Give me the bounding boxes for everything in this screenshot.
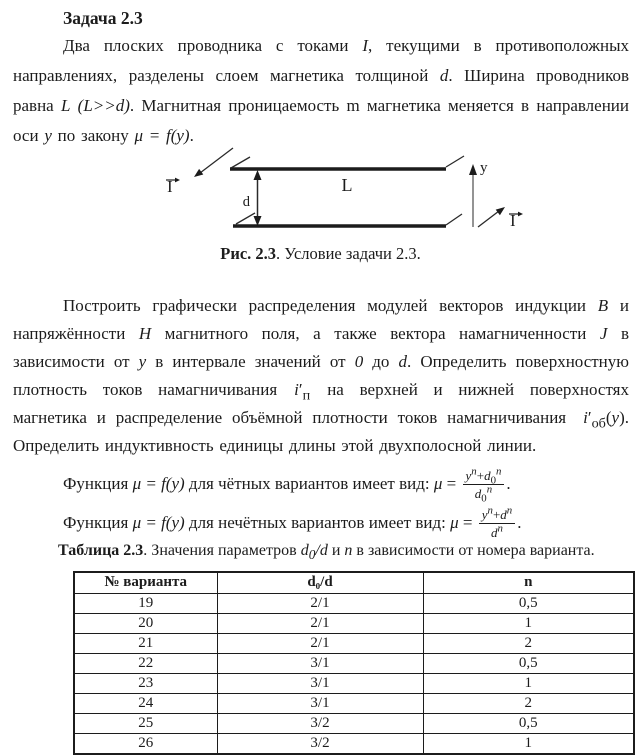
fraction	[463, 465, 505, 505]
fraction-numerator: $y^n+d^n$	[479, 507, 515, 524]
col-header-n: n	[423, 572, 634, 593]
vector-arrow-head-icon	[175, 178, 180, 183]
cell-variant: 21	[74, 633, 217, 653]
table-row	[74, 613, 634, 633]
cell-variant: 24	[74, 693, 217, 713]
problem-statement-paragraph: Два плоских проводника с токами I, текущими в противоположных направлениях, разделены слоем магнетика толщиной d. Ширина проводников равна L (L>>d). Магнитная проницаемость m магнетика меняется в направлении оси y по закону μ = f(y).	[13, 36, 630, 145]
current-arrow-left-icon	[194, 148, 233, 177]
current-label-left	[166, 177, 180, 196]
svg-text:y: y	[480, 160, 488, 176]
current-label-right	[509, 211, 523, 230]
figure-diagram	[0, 140, 641, 245]
formula-period: .	[517, 513, 522, 532]
cut-mark-icon	[231, 157, 250, 168]
cell-n: 2	[423, 693, 634, 713]
cell-variant: 26	[74, 733, 217, 754]
svg-text:I: I	[167, 177, 173, 196]
formula-text: Функция μ = f(y) для нечётных вариантов имеет вид: μ =	[63, 513, 477, 532]
cell-variant: 22	[74, 653, 217, 673]
task-paragraph: Построить графически распределения модулей векторов индукции B и напряжённости H магнитного поля, а также вектора намагниченности J в зависимости от y в интервале значений от 0 до d. Определить поверхностную плотность токов намагничивания $i'_п$ на верхней и нижней поверхностях магнетика и распределение объёмной плотности токов намагничивания $i'_{об}(y)$. Определить индуктивность единицы длины этой двухполосной линии.	[13, 296, 629, 455]
fraction-denominator: $d^n$	[491, 522, 503, 540]
table-header-row	[74, 572, 634, 593]
formula-even-variants	[63, 463, 511, 505]
d-dimension-arrow	[243, 170, 262, 226]
cell-variant: 19	[74, 593, 217, 613]
current-arrow-right-icon	[478, 207, 505, 227]
cut-mark-icon	[236, 213, 255, 224]
table-row	[74, 733, 634, 754]
cut-mark-icon	[446, 214, 462, 225]
formula-period: .	[506, 474, 511, 493]
table-caption: Таблица 2.3. Значения параметров $d_0/d$ и n в зависимости от номера варианта.	[58, 542, 595, 563]
cell-variant: 23	[74, 673, 217, 693]
cell-n: 0,5	[423, 713, 634, 733]
variants-table	[73, 571, 635, 755]
length-label: L	[341, 175, 353, 195]
cell-d0d: 3/2	[217, 713, 423, 733]
cell-variant: 25	[74, 713, 217, 733]
cell-n: 2	[423, 633, 634, 653]
fraction	[479, 504, 515, 540]
col-header-d0d: d₀/d	[217, 572, 423, 593]
table-row	[74, 653, 634, 673]
cell-n: 0,5	[423, 653, 634, 673]
svg-text:d: d	[242, 194, 250, 210]
table-row	[74, 713, 634, 733]
cell-variant: 20	[74, 613, 217, 633]
cell-d0d: 3/1	[217, 693, 423, 713]
cell-d0d: 3/1	[217, 653, 423, 673]
cell-d0d: 2/1	[217, 593, 423, 613]
table-row	[74, 593, 634, 613]
fraction-numerator: $y^n+d_0^n$	[463, 468, 505, 485]
page-title: Задача 2.3	[63, 8, 143, 28]
table-row	[74, 673, 634, 693]
formula-text: Функция μ = f(y) для чётных вариантов имеет вид: μ =	[63, 474, 461, 493]
cell-d0d: 2/1	[217, 633, 423, 653]
y-axis	[469, 160, 488, 227]
cell-d0d: 3/1	[217, 673, 423, 693]
figure-caption: Рис. 2.3. Условие задачи 2.3.	[220, 244, 421, 263]
cell-d0d: 2/1	[217, 613, 423, 633]
cut-mark-icon	[446, 156, 464, 167]
col-header-variant: № варианта	[74, 572, 217, 593]
cell-n: 0,5	[423, 593, 634, 613]
cell-n: 1	[423, 673, 634, 693]
cell-n: 1	[423, 733, 634, 754]
cell-d0d: 3/2	[217, 733, 423, 754]
table-row	[74, 633, 634, 653]
vector-arrow-head-icon	[518, 212, 523, 217]
cell-n: 1	[423, 613, 634, 633]
svg-text:I: I	[510, 211, 516, 230]
table-row	[74, 693, 634, 713]
formula-odd-variants	[63, 502, 521, 544]
fraction-denominator: $d_0^n$	[474, 483, 493, 505]
